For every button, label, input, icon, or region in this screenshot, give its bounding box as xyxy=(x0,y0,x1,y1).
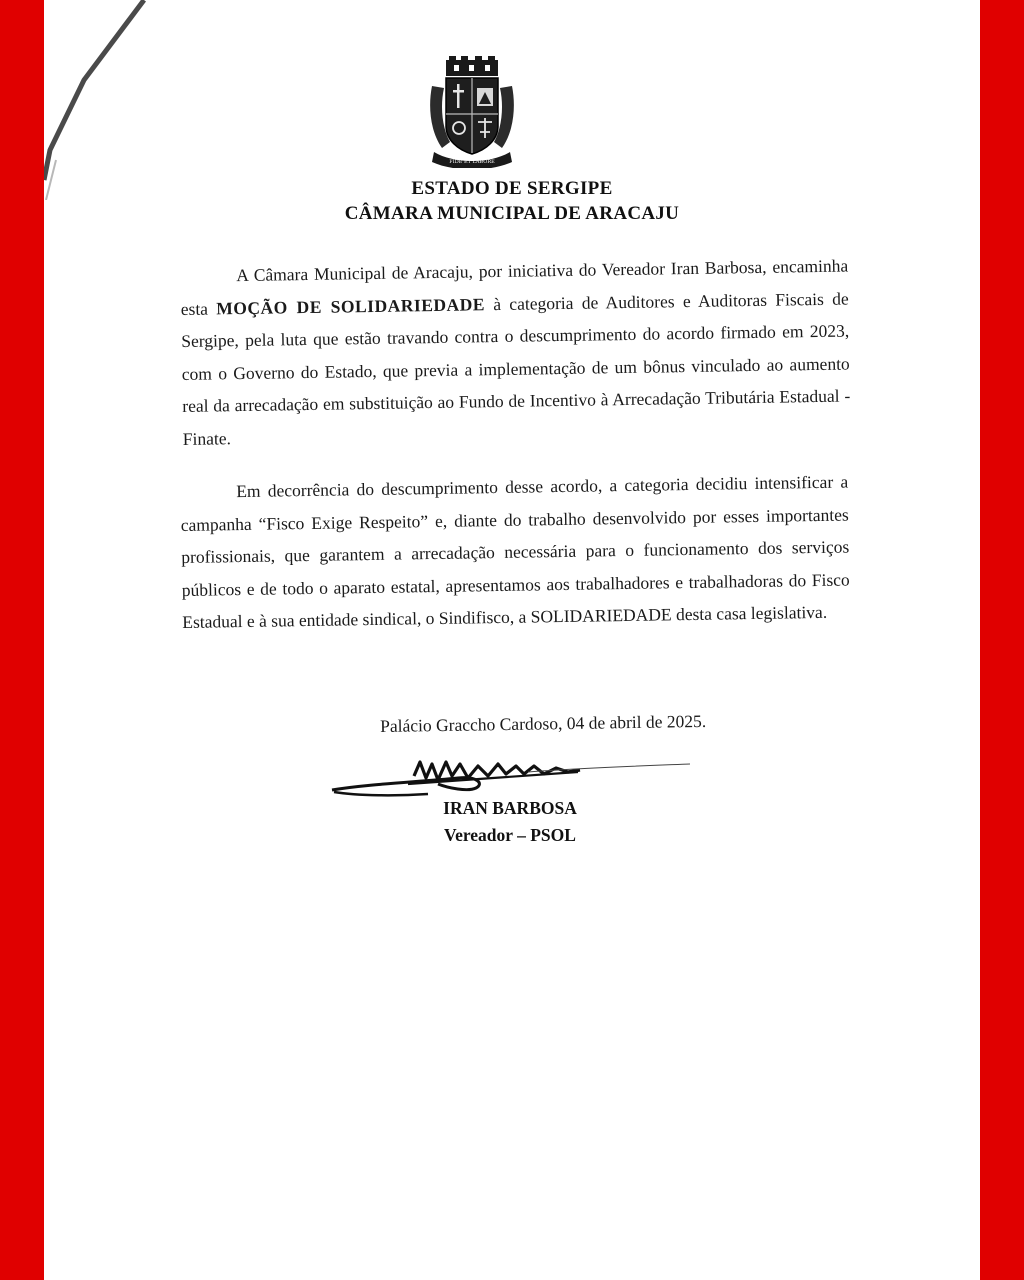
crest-motto: FIDE ET LABORE xyxy=(449,159,495,165)
coat-of-arms-icon xyxy=(428,56,516,168)
handwritten-signature xyxy=(328,754,694,804)
paragraph-1-text-b: à categoria de Auditores e Auditoras Fiscais de Sergipe, pela luta que estão travando contra o descumprimento do acordo firmado em 2023, com o Governo do Estado, que previa a implementação de um bônus vinculado ao aumento real da arrecadação em substituição ao Fundo de Incentivo à Arrecadação Tributária Estadual - Finate. xyxy=(181,288,851,449)
paragraph-2 xyxy=(180,466,850,639)
motion-title: MOÇÃO DE SOLIDARIEDADE xyxy=(216,293,486,318)
paragraph-1-text-a: A Câmara Municipal de Aracaju, por iniciativa do Vereador Iran Barbosa, encaminha esta xyxy=(180,255,849,319)
paper-fold-shadow xyxy=(44,0,164,200)
header-chamber: CÂMARA MUNICIPAL DE ARACAJU xyxy=(344,203,680,224)
paragraph-1 xyxy=(180,250,851,455)
signer-name: IRAN BARBOSA xyxy=(443,798,577,818)
signer-role: Vereador – PSOL xyxy=(444,825,576,845)
header-state: ESTADO DE SERGIPE xyxy=(411,178,613,199)
dateline: Palácio Graccho Cardoso, 04 de abril de 2025. xyxy=(380,710,707,736)
paragraph-2-text: Em decorrência do descumprimento desse acordo, a categoria decidiu intensificar a campanha “Fisco Exige Respeito” e, diante do trabalho desenvolvido por esses importantes profissionais, que garantem a arrecadação necessária para o funcionamento dos serviços públicos e de todo o aparato estatal, apresentamos aos trabalhadores e trabalhadoras do Fisco Estadual e à sua entidade sindical, o Sindifisco, a SOLIDARIEDADE desta casa legislativa. xyxy=(180,471,850,632)
